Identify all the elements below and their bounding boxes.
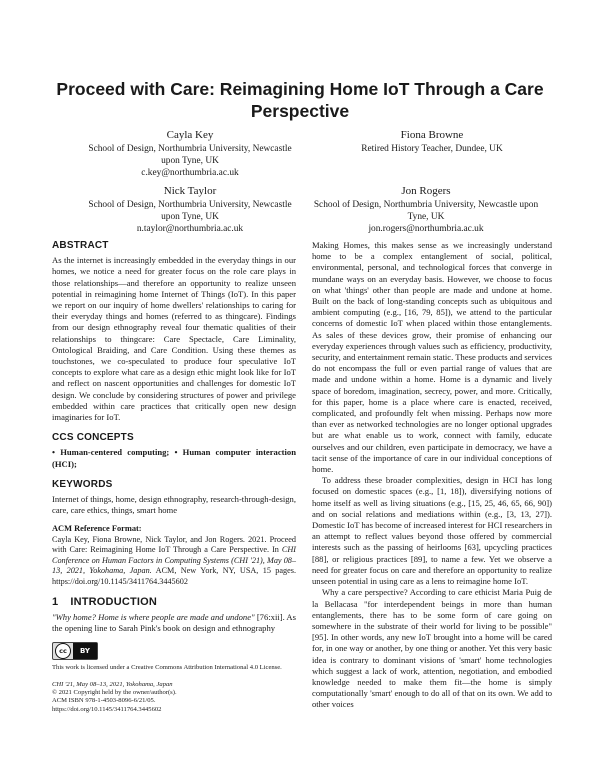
author-name: Fiona Browne — [400, 129, 464, 141]
keywords-text: Internet of things, home, design ethnography, research-through-design, care, care ethics, things, smart home — [52, 494, 296, 516]
acm-reference-heading: ACM Reference Format: — [52, 524, 142, 534]
acm-reference-doi[interactable]: ACM, New York, NY, USA, 15 pages. https://doi.org/10.1145/3411764.3445602 — [52, 566, 296, 587]
author-email: n.taylor@northumbria.ac.uk — [136, 224, 244, 234]
paper-title: Proceed with Care: Reimagining Home IoT Through a Care Perspective — [56, 79, 544, 121]
introduction-text: "Why home? Home is where people are made and undone" [76:xii]. As the opening line to Sarah Pink's book on design and ethnography — [52, 611, 296, 634]
ccs-text: • Human-centered computing; • Human computer interaction (HCI); — [52, 447, 296, 469]
abstract-heading: ABSTRACT — [52, 240, 109, 251]
body-paragraph: Why a care perspective? According to care ethicist Maria Puig de la Bellacasa "for interdependent beings in more than human entanglements, there has to be some form of care going on somewhere in the substrate of their world for living to be possible" [95]. In other words, any new IoT brought into a home will be cared for, in one way or another, by one thing or another. Yet this very basic idea is contrary to dominant visions of 'smart' home technologies which suggest a lack of work, attention, negotiation, and embodied knowledge needed to make them fit—the home is simply computationally 'smart' enough to do all of that on its own. We add to other voices — [312, 587, 552, 710]
footer-copyright: © 2021 Copyright held by the owner/author(s). — [52, 689, 177, 697]
body-paragraph: Making Homes, this makes sense as we increasingly understand home to be a complex entanglement of social, political, environmental, personal, and technological forces that converge in mundane ways on an everyday basis. However, we choose to focus on what 'things' other than people are made and undone at home. Built on the back of long-standing concepts such as ubiquitous and ambient computing (e.g., [16, 79, 85]), we attend to the particular concerns of domestic IoT when placed within those entanglements. As sales of these devices grow, their promise of enhancing our everyday experiences through values such as efficiency, productivity, security, and entertainment remain static. These products and services do not encompass the full or even partial range of values that are made and undone within a home. Home is a dynamic and lively space of boredom, imagination, secrecy, power, and more. Critically, for this paper, home is a place where care is enacted, received, complicated, and profoundly felt when missing. Perhaps now more than ever as networked technologies are no longer optional upgrades but are what enable us to work, connect with family, educate ourselves and our children, even participate in democracy, we have a tacit sense of the importance of care in our individual conceptions of home. — [312, 240, 552, 475]
license-text: This work is licensed under a Creative Commons Attribution International 4.0 License. — [52, 664, 282, 672]
author-block — [80, 184, 300, 235]
acm-reference-text: Cayla Key, Fiona Browne, Nick Taylor, and Jon Rogers. 2021. Proceed with Care: Reimagining Home IoT Through a Care Perspective. In CHI Conference on Human Factors in Computing Systems (CHI '21), May 08–13, 2021, Yokohama, Japan. ACM, New York, NY, USA, 15 pages. https://doi.org/10.1145/3411764.3445602 — [52, 534, 296, 587]
license-block — [52, 642, 296, 660]
author-affiliation: School of Design, Northumbria University, Newcastle upon Tyne, UK — [88, 200, 292, 222]
cc-license-badge[interactable] — [52, 642, 98, 660]
abstract-text: As the internet is increasingly embedded in the everyday things in our homes, we notice a need for greater focus on the role care plays in those relationships—and therefore an opportunity to realize unseen potential in reimagining home Internet of Things (IoT). In this paper we report on our inquiry of home dwellers' relationships to caring for their everyday things and homes (referred to as thingcare). Findings from our design ethnography reveal four thematic qualities of their relationships to thingcare: Care Spectacle, Care Liminality, Ontological Braiding, and Care Condition. Using these themes as touchstones, we co-speculated to produce four speculative IoT concepts to explore what care as a design ethic might look like for IoT and reflect on nascent opportunities and challenges for domestic IoT design. We conclude by considering structures of power and privilege embedded within care practices that critically open new design imaginaries for IoT. — [52, 255, 296, 423]
ccs-heading: CCS CONCEPTS — [52, 432, 134, 444]
author-name: Cayla Key — [166, 129, 214, 141]
author-email: c.key@northumbria.ac.uk — [141, 168, 239, 178]
author-email: jon.rogers@northumbria.ac.uk — [368, 224, 484, 234]
footer-isbn: ACM ISBN 978-1-4503-8096-6/21/05. — [52, 697, 156, 705]
footer — [52, 681, 296, 715]
by-label: BY — [73, 643, 97, 659]
body-paragraph: To address these broader complexities, design in HCI has long focused on domestic spaces (e.g., [1, 18]), diversifying notions of home itself as well as living situations (e.g., [15, 25, 46, 65, 66, 90]) and on social relations and mediations within (e.g., [3, 13, 27]). Domestic IoT has become of increased interest for HCI researchers in an attempt to reflect values beyond those offered by commercial interests such as the passing of heirlooms [63], upcycling practices [88], or religious practices [89], to name a few. Yet we observe a need for greater focus on care and therefore an opportunity to realize unseen potential in using care as a lens to reimagine home IoT. — [312, 475, 552, 587]
author-block — [322, 128, 542, 155]
introduction-heading: 1 INTRODUCTION — [52, 595, 158, 608]
author-block — [80, 128, 300, 179]
cc-icon: cc — [55, 643, 71, 659]
left-column — [52, 240, 296, 714]
right-column — [312, 240, 552, 711]
author-affiliation: School of Design, Northumbria University, Newcastle upon Tyne, UK — [313, 200, 539, 222]
footer-doi[interactable]: https://doi.org/10.1145/3411764.3445602 — [52, 705, 162, 713]
keywords-heading: KEYWORDS — [52, 478, 113, 490]
footer-conference: CHI '21, May 08–13, 2021, Yokohama, Japan — [52, 680, 173, 688]
author-name: Jon Rogers — [401, 185, 451, 197]
author-block — [310, 184, 542, 235]
author-affiliation: Retired History Teacher, Dundee, UK — [361, 144, 503, 154]
author-affiliation: School of Design, Northumbria University, Newcastle upon Tyne, UK — [88, 144, 292, 166]
author-name: Nick Taylor — [163, 185, 217, 197]
acm-reference-venue: CHI Conference on Human Factors in Computing Systems (CHI '21), May 08–13, 2021, Yokohama, Japan. — [52, 545, 296, 576]
